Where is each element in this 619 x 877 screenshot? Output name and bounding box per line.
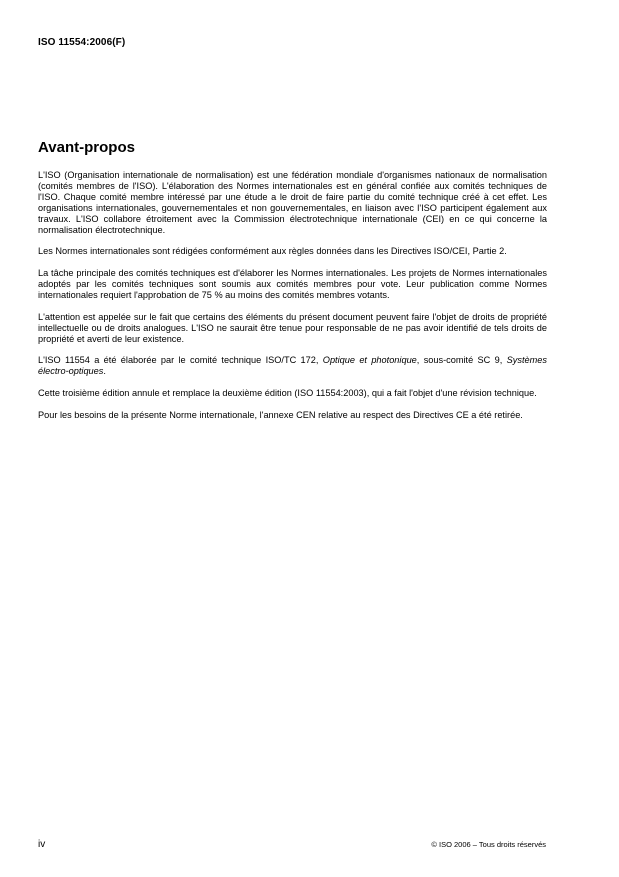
paragraph-committee-info — [38, 355, 547, 377]
paragraph-technical-committees: La tâche principale des comités techniques est d'élaborer les Normes internationales. Les projets de Normes internationales adoptés par les comités techniques sont soumis aux comités membres pour vote. Leur publication comme Normes internationales requiert l'approbation de 75 % au moins des comités membres votants. — [38, 268, 547, 300]
committee-text-3: . — [103, 366, 106, 377]
committee-text-1: L'ISO 11554 a été élaborée par le comité technique ISO/TC 172, — [38, 355, 323, 366]
page-title: Avant-propos — [38, 139, 135, 156]
paragraph-patent-rights: L'attention est appelée sur le fait que certains des éléments du présent document peuvent faire l'objet de droits de propriété intellectuelle ou de droits analogues. L'ISO ne saurait être tenue pour responsable de ne pas avoir identifié de tels droits de propriété et averti de leur existence. — [38, 311, 547, 344]
copyright-notice: © ISO 2006 – Tous droits réservés — [431, 840, 546, 849]
document-id-header: ISO 11554:2006(F) — [38, 37, 126, 48]
page-number: iv — [38, 839, 46, 850]
committee-name-italic: Optique et photonique — [322, 355, 417, 366]
paragraph-cen-annex: Pour les besoins de la présente Norme internationale, l'annexe CEN relative au respect des Directives CE a été retirée. — [38, 409, 523, 420]
paragraph-iso-organisation: L'ISO (Organisation internationale de normalisation) est une fédération mondiale d'organismes nationaux de normalisation (comités membres de l'ISO). L'élaboration des Normes internationales est en général confiée aux comités techniques de l'ISO. Chaque comité membre intéressé par une étude a le droit de faire partie du comité technique créé à cet effet. Les organisations internationales, gouvernementales et non gouvernementales, en liaison avec l'ISO participent également aux travaux. L'ISO collabore étroitement avec la Commission électrotechnique internationale (CEI) en ce qui concerne la normalisation électrotechnique. — [38, 170, 547, 235]
paragraph-directives: Les Normes internationales sont rédigées conformément aux règles données dans les Directives ISO/CEI, Partie 2. — [38, 246, 507, 257]
committee-text-2: , sous-comité SC 9, — [416, 355, 507, 366]
foreword-body — [38, 170, 547, 432]
paragraph-edition: Cette troisième édition annule et remplace la deuxième édition (ISO 11554:2003), qui a fait l'objet d'une révision technique. — [38, 388, 537, 399]
subcommittee-name-italic: Systèmes électro-optiques — [38, 355, 548, 377]
